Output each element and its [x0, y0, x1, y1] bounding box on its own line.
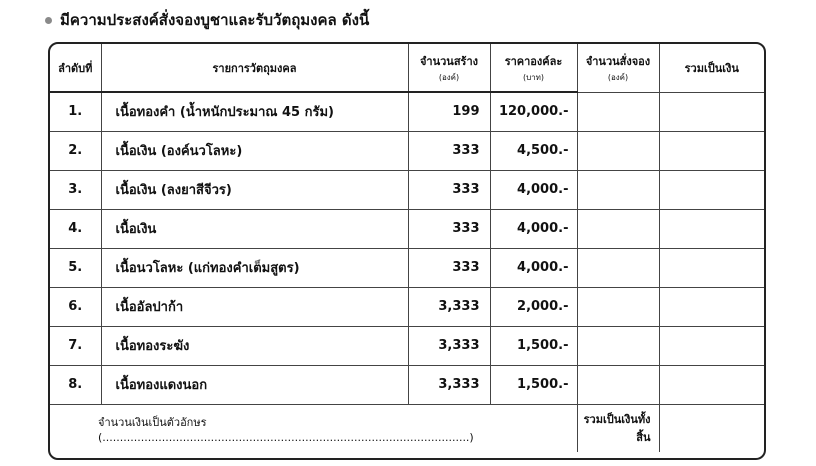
header-ordered: จำนวนสั่งจอง (องค์)	[577, 44, 659, 92]
row-item-name: เนื้อนวโลหะ (แก่ทองคำเต็มสูตร)	[101, 248, 408, 287]
table-row	[50, 131, 764, 170]
table-row	[50, 209, 764, 248]
order-form-table	[48, 42, 766, 460]
row-index: 7.	[50, 326, 101, 365]
row-total-field[interactable]	[659, 326, 764, 365]
amount-in-words-cell	[50, 404, 577, 452]
row-price: 4,500.-	[490, 131, 577, 170]
row-total-field[interactable]	[659, 131, 764, 170]
row-ordered-field[interactable]	[577, 92, 659, 131]
row-produced: 3,333	[408, 326, 490, 365]
header-produced-unit: (องค์)	[438, 72, 460, 82]
grand-total-label: รวมเป็นเงินทั้งสิ้น	[577, 404, 659, 452]
table-header-row	[50, 44, 764, 92]
row-index: 1.	[50, 92, 101, 131]
header-index: ลำดับที่	[50, 44, 101, 92]
row-item-name: เนื้อเงิน (องค์นวโลหะ)	[101, 131, 408, 170]
row-item-name: เนื้ออัลปาก้า	[101, 287, 408, 326]
row-total-field[interactable]	[659, 365, 764, 404]
table-footer-row	[50, 404, 764, 452]
row-index: 4.	[50, 209, 101, 248]
row-price: 4,000.-	[490, 170, 577, 209]
table-row	[50, 170, 764, 209]
row-ordered-field[interactable]	[577, 209, 659, 248]
row-item-name: เนื้อทองคำ (น้ำหนักประมาณ 45 กรัม)	[101, 92, 408, 131]
amount-in-words-label: จำนวนเงินเป็นตัวอักษร	[98, 415, 207, 429]
table-row	[50, 92, 764, 131]
bullet-icon	[45, 17, 52, 24]
row-total-field[interactable]	[659, 287, 764, 326]
row-index: 8.	[50, 365, 101, 404]
header-price: ราคาองค์ละ (บาท)	[490, 44, 577, 92]
row-ordered-field[interactable]	[577, 365, 659, 404]
header-ordered-unit: (องค์)	[607, 72, 629, 82]
table-row	[50, 365, 764, 404]
row-total-field[interactable]	[659, 209, 764, 248]
row-produced: 3,333	[408, 287, 490, 326]
row-price: 4,000.-	[490, 209, 577, 248]
header-total: รวมเป็นเงิน	[659, 44, 764, 92]
section-heading-text: มีความประสงค์สั่งจองบูชาและรับวัตถุมงคล ดังนี้	[60, 11, 370, 29]
amount-in-words-field[interactable]: (.........................................................................................................)	[98, 430, 474, 444]
row-price: 2,000.-	[490, 287, 577, 326]
row-ordered-field[interactable]	[577, 170, 659, 209]
header-produced: จำนวนสร้าง (องค์)	[408, 44, 490, 92]
row-item-name: เนื้อทองแดงนอก	[101, 365, 408, 404]
row-produced: 199	[408, 92, 490, 131]
row-produced: 333	[408, 131, 490, 170]
row-index: 2.	[50, 131, 101, 170]
row-index: 6.	[50, 287, 101, 326]
row-price: 1,500.-	[490, 365, 577, 404]
header-price-unit: (บาท)	[522, 72, 545, 82]
table-row	[50, 248, 764, 287]
row-produced: 333	[408, 170, 490, 209]
row-index: 3.	[50, 170, 101, 209]
row-ordered-field[interactable]	[577, 287, 659, 326]
row-item-name: เนื้อทองระฆัง	[101, 326, 408, 365]
row-item-name: เนื้อเงิน (ลงยาสีจีวร)	[101, 170, 408, 209]
row-ordered-field[interactable]	[577, 248, 659, 287]
row-price: 1,500.-	[490, 326, 577, 365]
row-total-field[interactable]	[659, 170, 764, 209]
row-produced: 3,333	[408, 365, 490, 404]
row-produced: 333	[408, 209, 490, 248]
table-row	[50, 326, 764, 365]
table-row	[50, 287, 764, 326]
header-item: รายการวัตถุมงคล	[101, 44, 408, 92]
grand-total-field[interactable]	[659, 404, 764, 452]
row-total-field[interactable]	[659, 92, 764, 131]
section-heading	[45, 8, 369, 32]
row-ordered-field[interactable]	[577, 326, 659, 365]
row-ordered-field[interactable]	[577, 131, 659, 170]
row-total-field[interactable]	[659, 248, 764, 287]
row-price: 4,000.-	[490, 248, 577, 287]
row-item-name: เนื้อเงิน	[101, 209, 408, 248]
row-price: 120,000.-	[490, 92, 577, 131]
row-produced: 333	[408, 248, 490, 287]
row-index: 5.	[50, 248, 101, 287]
